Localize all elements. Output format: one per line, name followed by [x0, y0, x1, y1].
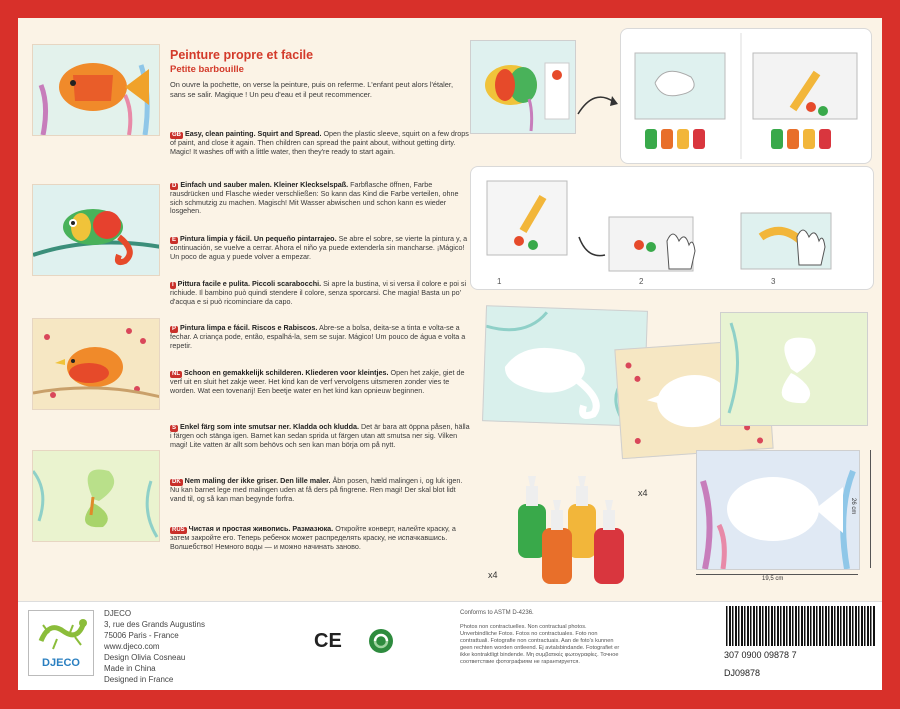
fish-sleeve-illustration	[471, 41, 575, 133]
lang-block-ru	[170, 525, 470, 551]
lang-block-pt	[170, 324, 470, 350]
lang-code: I	[172, 282, 174, 288]
lang-code: RUS	[172, 527, 185, 533]
lang-heading: Enkel färg som inte smutsar ner. Kladda och kludda.	[180, 422, 359, 431]
step-number-1: 1	[497, 277, 502, 286]
butterfly-card	[32, 450, 160, 542]
lang-block-gb	[170, 130, 470, 156]
ce-mark: CE	[314, 630, 342, 652]
chameleon-illustration	[33, 185, 160, 276]
lang-code: E	[172, 237, 177, 243]
bottles-count: x4	[488, 570, 498, 580]
height-dimension-line	[870, 450, 871, 568]
lang-heading: Pittura facile e pulita. Piccoli scarabocchi.	[177, 279, 322, 288]
red-bottle-icon	[594, 500, 624, 584]
lang-block-dk	[170, 477, 470, 503]
spread-paint-illustration	[471, 167, 873, 289]
lang-block-de	[170, 181, 470, 216]
fish-illustration	[33, 45, 160, 136]
lang-code: DK	[172, 479, 181, 485]
lang-heading: Schoon en gemakkelijk schilderen. Kliederen voor kleintjes.	[184, 368, 389, 377]
steps-panel	[470, 166, 874, 290]
address-line: DJECO	[104, 609, 132, 618]
squirt-paint-illustration	[621, 29, 871, 163]
butterfly-illustration	[33, 451, 160, 542]
lang-body: Åbn posen, hæld malingen i, og luk igen. Nu kan barnet lege med malingen uden at få ders på fingrene. Ren magi! Der skal blot lidt vand til, og så kan man begynde forfra.	[170, 476, 463, 503]
lang-block-it	[170, 280, 470, 306]
address-line: Designed in France	[104, 675, 174, 684]
green-bottle-icon	[518, 476, 546, 558]
address-line: 75006 Paris - France	[104, 631, 179, 640]
lang-body: Se abre el sobre, se vierte la pintura y, a continuación, se vuelve a cerrar. Ahora el niño ya puede extenderla sin mancharse. ¡Mágico! Un poco de agua y puede volver a empezar.	[170, 234, 468, 261]
lang-body: Open het zakje, giet de verf uit en sluit het zakje weer. Het kind kan de verf vervolgens uitsmeren zonder vies te worden. Wat een tovenarij! Een beetje water en het kind kan opnieuw beginnen.	[170, 368, 465, 395]
chameleon-card	[32, 184, 160, 276]
fish-outline-illustration	[697, 451, 859, 569]
lang-code: D	[172, 183, 177, 189]
lang-heading: Easy, clean painting. Squirt and Spread.	[185, 129, 322, 138]
lang-heading: Einfach und sauber malen. Kleiner Kleckselspaß.	[180, 180, 349, 189]
sleeve-photo	[470, 40, 576, 134]
address-line: www.djeco.com	[104, 642, 160, 651]
lang-code: GB	[172, 132, 181, 138]
lang-body: Farbflasche öffnen, Farbe rausdrücken und Flasche wieder verschließen: So kann das Kind die Farbe verteilen, ohne sich schmutzig zu machen. Magisch! Mit Wasser abwischen und schon kann es wieder losgehen.	[170, 180, 459, 216]
step-number-3: 3	[771, 277, 776, 286]
lang-body: Det är bara att öppna påsen, hälla i färgen och stänga igen. Barnet kan sedan sprida ut färgen utan att smutsa ner sig. Vilken magi! Lite vatten är allt som behövs och sen kan man börja om på nytt.	[170, 422, 470, 449]
lang-body: Abre-se a bolsa, deita-se a tinta e volta-se a fechar. A criança pode, então, espalhá-la, sem se sujar. Mágico! Um pouco de água e volta a repetir.	[170, 323, 466, 350]
barcode-number: 307 0900 09878 7	[724, 650, 797, 660]
address-line: Design Olivia Cosneau	[104, 653, 186, 662]
page-title: Peinture propre et facile	[170, 48, 314, 62]
lang-block-es	[170, 235, 470, 261]
lang-block-se	[170, 423, 470, 449]
brand-logo	[28, 610, 94, 676]
intro-text-fr: On ouvre la pochette, on verse la peinture, puis on referme. L'enfant peut alors l'étaler, sans se salir. Magique ! Un peu d'eau et il peut recommencer.	[170, 80, 454, 99]
lang-heading: Nem maling der ikke griser. Den lille maler.	[184, 476, 331, 485]
astm-notice: Conforms to ASTM D-4236.	[460, 610, 534, 616]
width-dimension: 19,5 cm	[762, 576, 784, 582]
product-reference: DJ09878	[724, 668, 761, 678]
step-number-2: 2	[639, 277, 644, 286]
lang-block-nl	[170, 369, 470, 395]
butterfly-outline-illustration	[721, 313, 867, 425]
yellow-bottle-icon	[568, 476, 596, 558]
bird-illustration	[33, 319, 160, 410]
fish-card	[32, 44, 160, 136]
recycle-icon	[368, 628, 394, 654]
width-dimension-line	[696, 574, 858, 575]
address-line: 3, rue des Grands Augustins	[104, 620, 205, 629]
brand-name: DJECO	[42, 657, 80, 669]
curved-arrow-icon	[574, 84, 622, 120]
lang-heading: Pintura limpia y fácil. Un pequeño pintarrajeo.	[180, 234, 337, 243]
paint-bottles	[498, 476, 638, 586]
bird-card	[32, 318, 160, 410]
butterfly-outline-card	[720, 312, 868, 426]
lang-code: P	[172, 326, 177, 332]
lang-body: Si apre la bustina, vi si versa il colore e poi si richiude. Il bambino può quindi stendere il colore, senza sporcarsi. Che magia! Basta un po' d'acqua e si può ricominciare da capo.	[170, 279, 467, 306]
footer	[18, 601, 882, 690]
height-dimension: 26 cm	[850, 498, 856, 515]
lang-heading: Чистая и простая живопись. Размазюка.	[188, 524, 334, 533]
lang-body: Откройте конверт, налейте краску, а затем закройте его. Теперь ребенок может распределять краску, не испачкавшись. Волшебство! Немного воды — и можно начинать заново.	[170, 524, 456, 551]
lang-code: S	[172, 425, 177, 431]
package-back	[18, 18, 882, 690]
fish-outline-card	[696, 450, 860, 570]
address-line: Made in China	[104, 664, 156, 673]
photo-disclaimer: Photos non contractuelles. Non contractual photos. Unverbindliche Fotos. Fotos no contractuales. Foto non contrattuali. Fotografie non contractuais. Aan de foto's kunnen geen rechten worden ontleend. Ej avtalsbindande. Fotografiet er ikke kontraktligt bindende. Μη συμβατικές φωτογραφίες. Точное соответствие фотографиям не гарантируется.	[460, 624, 620, 665]
cards-count: x4	[638, 488, 648, 498]
gecko-logo-icon	[29, 611, 93, 657]
page-subtitle: Petite barbouille	[170, 64, 244, 75]
lang-heading: Pintura limpa e fácil. Riscos e Rabiscos.	[180, 323, 318, 332]
barcode	[726, 606, 876, 646]
lang-code: NL	[172, 371, 180, 377]
orange-bottle-icon	[542, 500, 572, 584]
step-panel-top	[620, 28, 872, 164]
lang-body: Open the plastic sleeve, squirt on a few drops of paint, and close it again. Then children can spread the paint about, without getting dirty. Magic! It washes off with a little water, then they're ready to start again.	[170, 129, 469, 156]
